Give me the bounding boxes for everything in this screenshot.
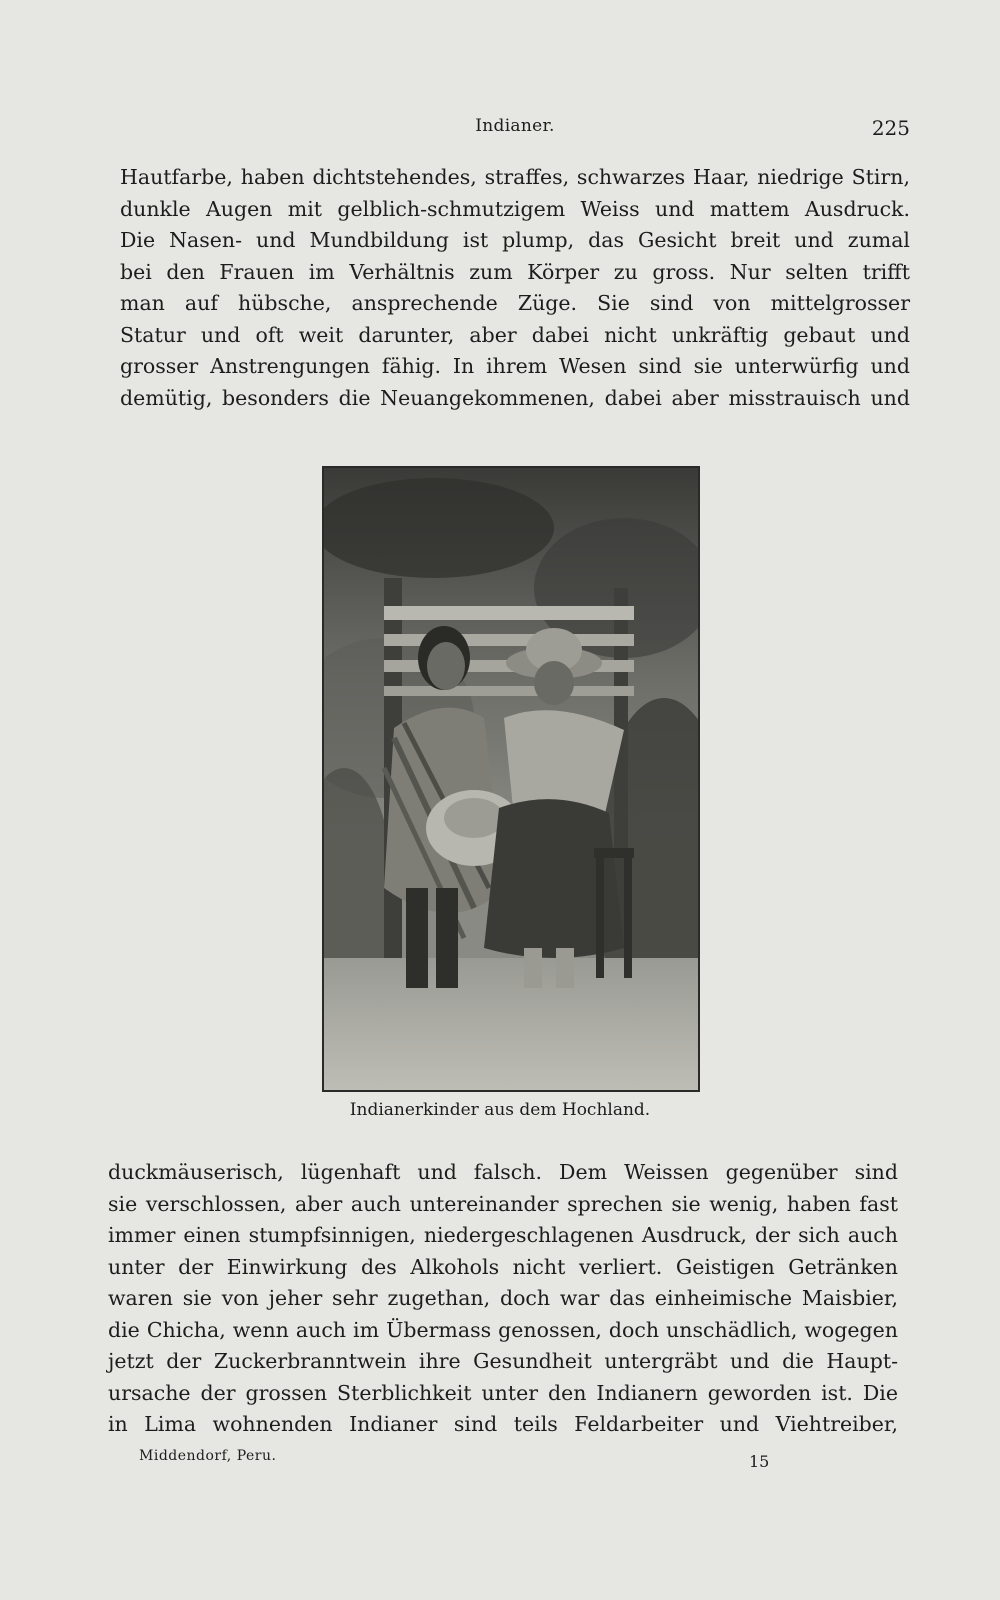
- text-line: in Lima wohnenden Indianer sind teils Feldarbeiter und Viehtreiber,: [108, 1412, 898, 1436]
- text-line: man auf hübsche, ansprechende Züge. Sie sind von mittelgrosser: [120, 291, 910, 315]
- text-line: Hautfarbe, haben dichtstehendes, straffes, schwarzes Haar, niedrige Stirn,: [120, 165, 910, 189]
- text-line: unter der Einwirkung des Alkohols nicht verliert. Geistigen Getränken: [108, 1254, 898, 1279]
- photograph: [322, 466, 700, 1092]
- text-line: sie verschlossen, aber auch untereinander sprechen sie wenig, haben fast: [108, 1191, 898, 1216]
- text-line: Statur und oft weit darunter, aber dabei nicht unkräftig gebaut und: [120, 322, 910, 347]
- text-line: jetzt der Zuckerbranntwein ihre Gesundheit untergräbt und die Haupt-: [108, 1349, 898, 1373]
- body-text-bottom: [108, 1157, 898, 1441]
- running-title: Indianer.: [475, 116, 555, 136]
- text-line: bei den Frauen im Verhältnis zum Körper zu gross. Nur selten trifft: [120, 259, 910, 284]
- text-line: immer einen stumpfsinnigen, niedergeschlagenen Ausdruck, der sich auch: [108, 1223, 898, 1247]
- text-line: ursache der grossen Sterblichkeit unter den Indianern geworden ist. Die: [108, 1380, 898, 1405]
- text-line: die Chicha, wenn auch im Übermass genossen, doch unschädlich, wogegen: [108, 1317, 898, 1342]
- text-line: waren sie von jeher sehr zugethan, doch war das einheimische Maisbier,: [108, 1286, 898, 1310]
- body-text-top: [120, 162, 910, 414]
- text-line: grosser Anstrengungen fähig. In ihrem Wesen sind sie unterwürfig und: [120, 354, 910, 378]
- text-line: duckmäuserisch, lügenhaft und falsch. Dem Weissen gegenüber sind: [108, 1160, 898, 1184]
- page-footer: [139, 1448, 799, 1472]
- text-line: Die Nasen- und Mundbildung ist plump, das Gesicht breit und zumal: [120, 228, 910, 252]
- photograph-image: [324, 468, 698, 1090]
- running-head: [120, 116, 910, 146]
- footer-author: Middendorf, Peru.: [139, 1448, 277, 1464]
- sheet-signature: 15: [749, 1452, 770, 1471]
- figure-caption: Indianerkinder aus dem Hochland.: [349, 1100, 651, 1120]
- text-line: dunkle Augen mit gelblich-schmutzigem Weiss und mattem Ausdruck.: [120, 196, 910, 221]
- page-number: 225: [871, 116, 910, 140]
- text-line: demütig, besonders die Neuangekommenen, dabei aber misstrauisch und: [120, 385, 910, 410]
